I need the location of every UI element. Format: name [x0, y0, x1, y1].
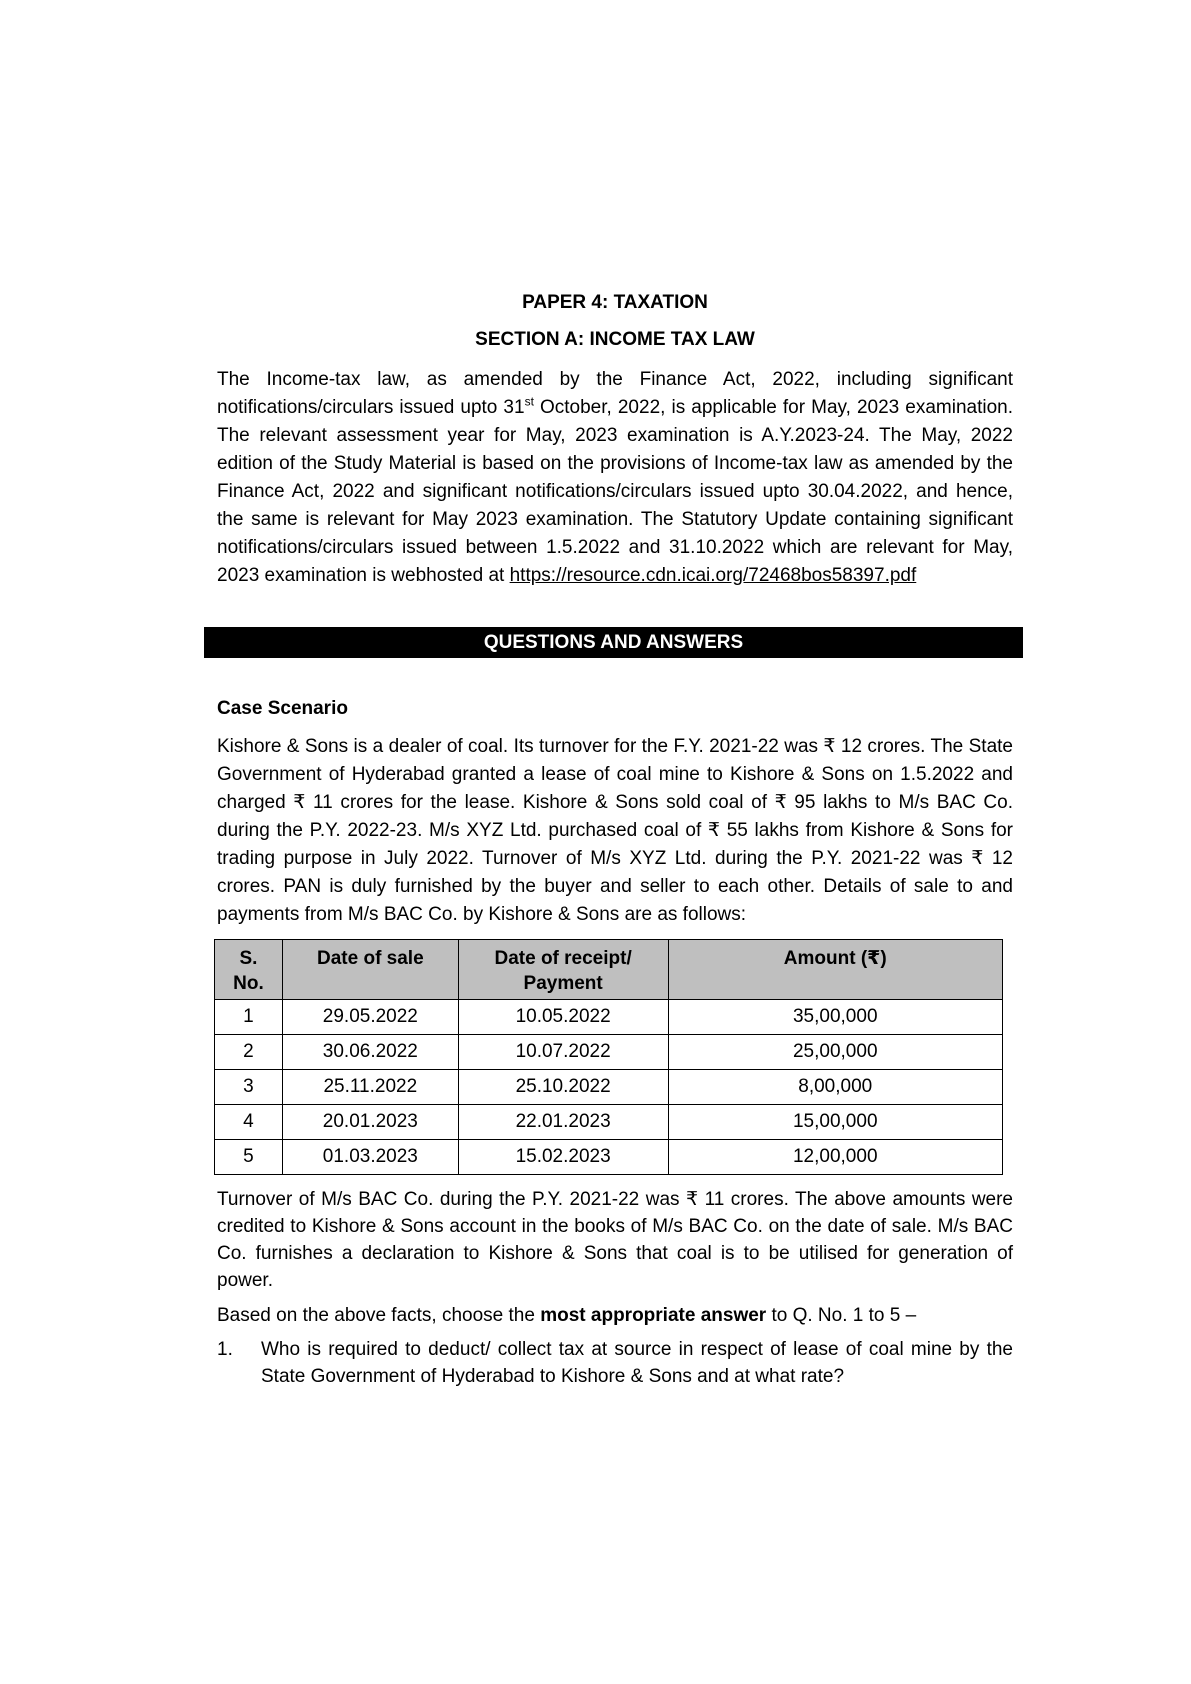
- cell-date-of-receipt: 22.01.2023: [458, 1105, 668, 1140]
- instruction-before: Based on the above facts, choose the: [217, 1305, 541, 1326]
- cell-date-of-sale: 29.05.2022: [282, 1000, 458, 1035]
- paper-title: PAPER 4: TAXATION: [522, 292, 708, 313]
- table-row: [215, 1070, 1003, 1105]
- cell-date-of-sale: 25.11.2022: [282, 1070, 458, 1105]
- header-date-of-receipt: [458, 940, 668, 1000]
- intro-text-part2: October, 2022, is applicable for May, 2023 examination. The relevant assessment year for May, 2023 examination is A.Y.2023-24. The May, 2022 edition of the Study Material is based on the provisions of Income-tax law as amended by the Finance Act, 2022 and significant notifications/circulars issued upto 30.04.2022, and hence, the same is relevant for May 2023 examination. The Statutory Update containing significant notifications/circulars issued between 1.5.2022 and 31.10.2022 which are relevant for May, 2023 examination is webhosted at: [217, 397, 1014, 586]
- after-table-paragraph: Turnover of M/s BAC Co. during the P.Y. 2021-22 was ₹ 11 crores. The above amounts were credited to Kishore & Sons account in the books of M/s BAC Co. on the date of sale. M/s BAC Co. furnishes a declaration to Kishore & Sons that coal is to be utilised for generation of power.: [217, 1189, 1013, 1291]
- table-row: [215, 1140, 1003, 1175]
- cell-sno: 1: [215, 1000, 283, 1035]
- cell-date-of-receipt: 15.02.2023: [458, 1140, 668, 1175]
- cell-date-of-sale: 20.01.2023: [282, 1105, 458, 1140]
- cell-date-of-receipt: 25.10.2022: [458, 1070, 668, 1105]
- section-title: SECTION A: INCOME TAX LAW: [475, 329, 755, 350]
- table-row: [215, 1105, 1003, 1140]
- case-scenario-heading: Case Scenario: [217, 698, 348, 719]
- cell-date-of-receipt: 10.07.2022: [458, 1035, 668, 1070]
- table-header-row: [215, 940, 1003, 1000]
- header-amount: Amount (₹): [668, 940, 1003, 1000]
- header-date-of-sale: Date of sale: [282, 940, 458, 1000]
- header-sno: [215, 940, 283, 1000]
- table-row: [215, 1000, 1003, 1035]
- sales-payments-table: [214, 939, 1003, 1175]
- cell-amount: 12,00,000: [668, 1140, 1003, 1175]
- statutory-update-link[interactable]: https://resource.cdn.icai.org/72468bos58397.pdf: [509, 565, 917, 586]
- cell-date-of-receipt: 10.05.2022: [458, 1000, 668, 1035]
- cell-amount: 25,00,000: [668, 1035, 1003, 1070]
- intro-text-part1: The Income-tax law, as amended by the Finance Act, 2022, including significant notifications/circulars issued upto 31: [217, 369, 1013, 418]
- header-receipt-line1: Date of receipt/: [494, 948, 632, 969]
- header-sno-line2: No.: [233, 973, 264, 994]
- cell-amount: 35,00,000: [668, 1000, 1003, 1035]
- question-number: 1.: [217, 1339, 233, 1360]
- instruction-line: [217, 1302, 1013, 1330]
- table-row: [215, 1035, 1003, 1070]
- header-sno-line1: S.: [239, 948, 258, 969]
- cell-sno: 4: [215, 1105, 283, 1140]
- question-item: [217, 1336, 1013, 1390]
- intro-paragraph: [217, 366, 1013, 590]
- intro-superscript: st: [524, 394, 534, 409]
- header-receipt-line2: Payment: [523, 973, 603, 994]
- cell-sno: 3: [215, 1070, 283, 1105]
- cell-date-of-sale: 30.06.2022: [282, 1035, 458, 1070]
- cell-sno: 2: [215, 1035, 283, 1070]
- cell-date-of-sale: 01.03.2023: [282, 1140, 458, 1175]
- case-scenario-paragraph: Kishore & Sons is a dealer of coal. Its turnover for the F.Y. 2021-22 was ₹ 12 crores. The State Government of Hyderabad granted a lease of coal mine to Kishore & Sons on 1.5.2022 and charged ₹ 11 crores for the lease. Kishore & Sons sold coal of ₹ 95 lakhs to M/s BAC Co. during the P.Y. 2022-23. M/s XYZ Ltd. purchased coal of ₹ 55 lakhs from Kishore & Sons for trading purpose in July 2022. Turnover of M/s XYZ Ltd. during the P.Y. 2021-22 was ₹ 12 crores. PAN is duly furnished by the buyer and seller to each other. Details of sale to and payments from M/s BAC Co. by Kishore & Sons are as follows:: [217, 736, 1013, 925]
- cell-amount: 15,00,000: [668, 1105, 1003, 1140]
- cell-amount: 8,00,000: [668, 1070, 1003, 1105]
- instruction-bold: most appropriate answer: [540, 1305, 767, 1326]
- questions-answers-banner: QUESTIONS AND ANSWERS: [204, 627, 1023, 658]
- cell-sno: 5: [215, 1140, 283, 1175]
- instruction-after: to Q. No. 1 to 5 –: [766, 1305, 917, 1326]
- question-text: Who is required to deduct/ collect tax at source in respect of lease of coal mine by the State Government of Hyderabad to Kishore & Sons and at what rate?: [261, 1339, 1013, 1387]
